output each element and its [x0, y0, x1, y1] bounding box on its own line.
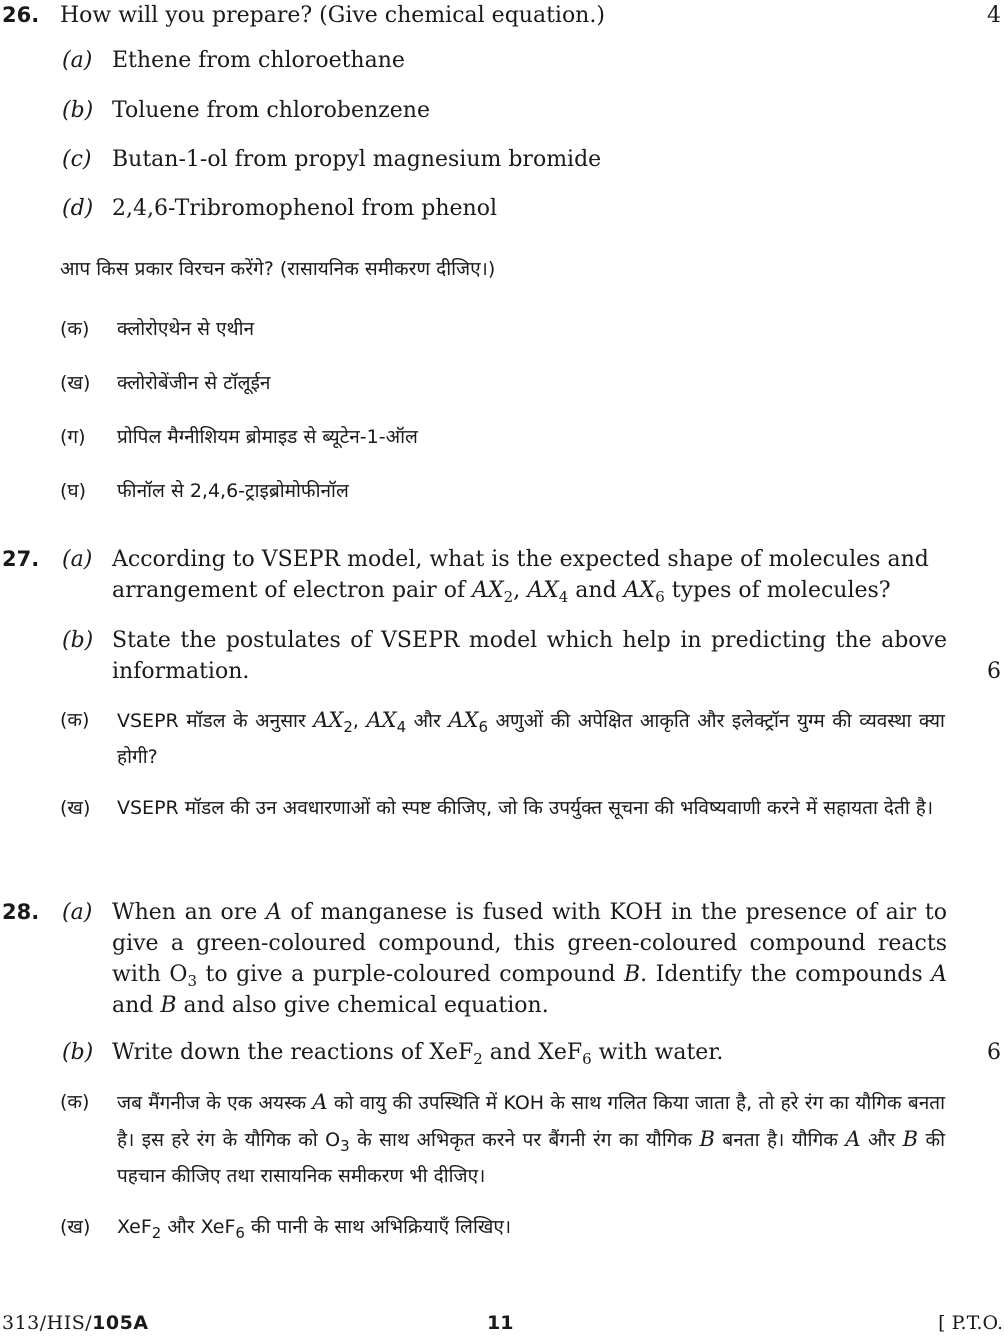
hindi-part-text: जब मैंगनीज के एक अयस्क A को वायु की उपस्थिति में KOH के साथ गलित किया जाता है, तो हरे रंग का यौगिक बनता है। इस हरे रंग के यौगिक को $O_3$ के साथ अभिकृत करने पर बैंगनी रंग का यौगिक B बनता है। यौगिक A और B की पहचान कीजिए तथा रासायनिक समीकरण भी दीजिए।	[117, 1090, 945, 1187]
hindi-part-text: XeF$_2$ और XeF$_6$ की पानी के साथ अभिक्रियाएँ लिखिए।	[117, 1216, 512, 1242]
part-label: (a)	[62, 48, 93, 73]
hindi-part-label: (ख)	[60, 797, 91, 819]
hindi-part-label: (ख)	[60, 1216, 91, 1238]
part-text: Butan-1-ol from propyl magnesium bromide	[112, 147, 602, 172]
hindi-part-label: (ख)	[60, 372, 91, 394]
page-number: 11	[487, 1312, 514, 1334]
question-number: 27.	[2, 547, 40, 571]
question-number: 28.	[2, 900, 40, 924]
part-label: (a)	[62, 900, 93, 925]
part-label: (b)	[62, 628, 94, 653]
marks: 4	[987, 3, 1001, 28]
part-text: Write down the reactions of XeF$_2$ and XeF$_6$ with water.	[112, 1040, 724, 1068]
hindi-part-label: (घ)	[60, 480, 87, 502]
marks: 6	[987, 659, 1001, 684]
paper-code: 313/HIS/105A	[2, 1312, 149, 1334]
page-footer	[0, 1308, 1005, 1334]
part-label: (b)	[62, 98, 94, 123]
question-number: 26.	[2, 3, 40, 27]
hindi-part-text: फीनॉल से 2,4,6-ट्राइब्रोमोफीनॉल	[117, 480, 349, 502]
part-text: Toluene from chlorobenzene	[112, 98, 430, 123]
part-label: (d)	[62, 196, 94, 221]
hindi-stem: आप किस प्रकार विरचन करेंगे? (रासायनिक समीकरण दीजिए।)	[60, 258, 496, 280]
hindi-part-label: (क)	[60, 709, 90, 731]
part-label: (b)	[62, 1040, 94, 1065]
part-text: When an ore A of manganese is fused with KOH in the presence of air to give a green-coloured compound, this green-coloured compound reacts with $O_3$ to give a purple-coloured compound B. Identify the compounds A and B and also give chemical equation.	[112, 900, 948, 1018]
hindi-part-label: (ग)	[60, 426, 86, 448]
part-label: (a)	[62, 547, 93, 572]
hindi-part-text: VSEPR मॉडल के अनुसार $AX_2$, $AX_4$ और $AX_6$ अणुओं की अपेक्षित आकृति और इलेक्ट्रॉन युग्म की व्यवस्था क्या होगी?	[117, 708, 945, 768]
hindi-part-text: क्लोरोबेंजीन से टॉलूईन	[117, 372, 271, 394]
hindi-part-text: VSEPR मॉडल की उन अवधारणाओं को स्पष्ट कीजिए, जो कि उपर्युक्त सूचना की भविष्यवाणी करने में सहायता देती है।	[117, 797, 934, 819]
part-text: 2,4,6-Tribromophenol from phenol	[112, 196, 497, 221]
hindi-part-text: क्लोरोएथेन से एथीन	[117, 318, 255, 340]
marks: 6	[987, 1040, 1001, 1065]
part-text: According to VSEPR model, what is the expected shape of molecules and arrangement of electron pair of $AX_2$, $AX_4$ and $AX_6$ types of molecules?	[112, 547, 929, 606]
hindi-part-label: (क)	[60, 1091, 90, 1113]
question-stem: How will you prepare? (Give chemical equation.)	[60, 3, 605, 28]
hindi-part-label: (क)	[60, 318, 90, 340]
part-text: State the postulates of VSEPR model which help in predicting the above information.	[112, 628, 947, 684]
part-text: Ethene from chloroethane	[112, 48, 405, 73]
hindi-part-text: प्रोपिल मैग्नीशियम ब्रोमाइड से ब्यूटेन-1-ऑल	[117, 426, 418, 448]
part-label: (c)	[62, 147, 92, 172]
pto-note: [ P.T.O.	[938, 1312, 1003, 1334]
